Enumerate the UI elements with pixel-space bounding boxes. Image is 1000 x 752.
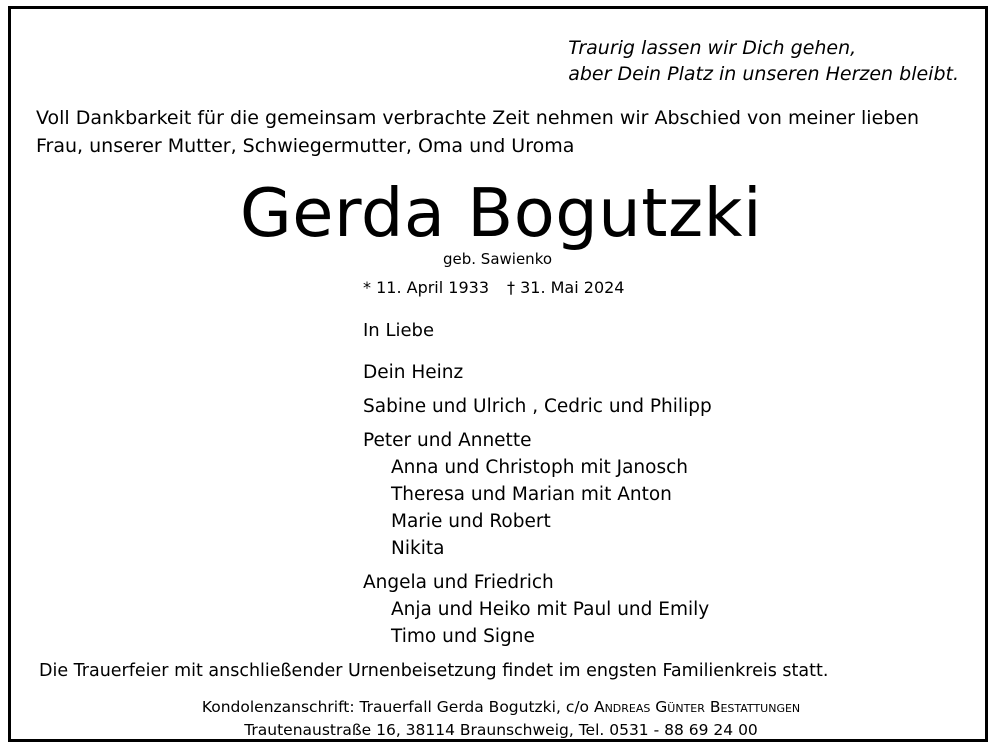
funeral-home-name: Andreas Günter Bestattungen [593,698,801,716]
intro-text: Voll Dankbarkeit für die gemeinsam verbrachte Zeit nehmen wir Abschied von meiner lieben Frau, unserer Mutter, Schwiegermutter, Oma und Uroma [36,107,920,157]
family-line: Angela und Friedrich [363,572,554,593]
death-date: † 31. Mai 2024 [507,278,625,297]
obituary-frame [8,6,988,742]
family-line: Peter und Annette [363,430,532,451]
family-line: Dein Heinz [363,362,464,383]
birth-date: * 11. April 1933 [363,278,489,297]
family-line: Anja und Heiko mit Paul und Emily [391,599,710,620]
motto-line-1: Traurig lassen wir Dich gehen, [568,37,857,59]
condolence-prefix: Kondolenzanschrift: Trauerfall Gerda Bogutzki, c/o [201,698,594,716]
family-line: Marie und Robert [391,511,551,532]
condolence-line-1 [11,696,991,719]
family-line: Nikita [391,538,445,559]
family-line: Timo und Signe [391,626,535,647]
in-love-heading: In Liebe [363,320,435,341]
service-note: Die Trauerfeier mit anschließender Urnenbeisetzung findet im engsten Familienkreis statt. [39,661,829,681]
condolence-address [11,696,991,742]
motto-verse [568,35,959,87]
deceased-name: Gerda Bogutzki [239,174,763,252]
motto-line-2: aber Dein Platz in unseren Herzen bleibt. [568,63,959,85]
family-list [363,359,712,650]
family-line: Theresa und Marian mit Anton [391,484,672,505]
life-dates [363,277,624,299]
maiden-name: geb. Sawienko [443,250,553,268]
family-line: Sabine und Ulrich , Cedric und Philipp [363,396,712,417]
condolence-line-2: Trautenaustraße 16, 38114 Braunschweig, Tel. 0531 - 88 69 24 00 [244,721,758,739]
family-line: Anna und Christoph mit Janosch [391,457,689,478]
